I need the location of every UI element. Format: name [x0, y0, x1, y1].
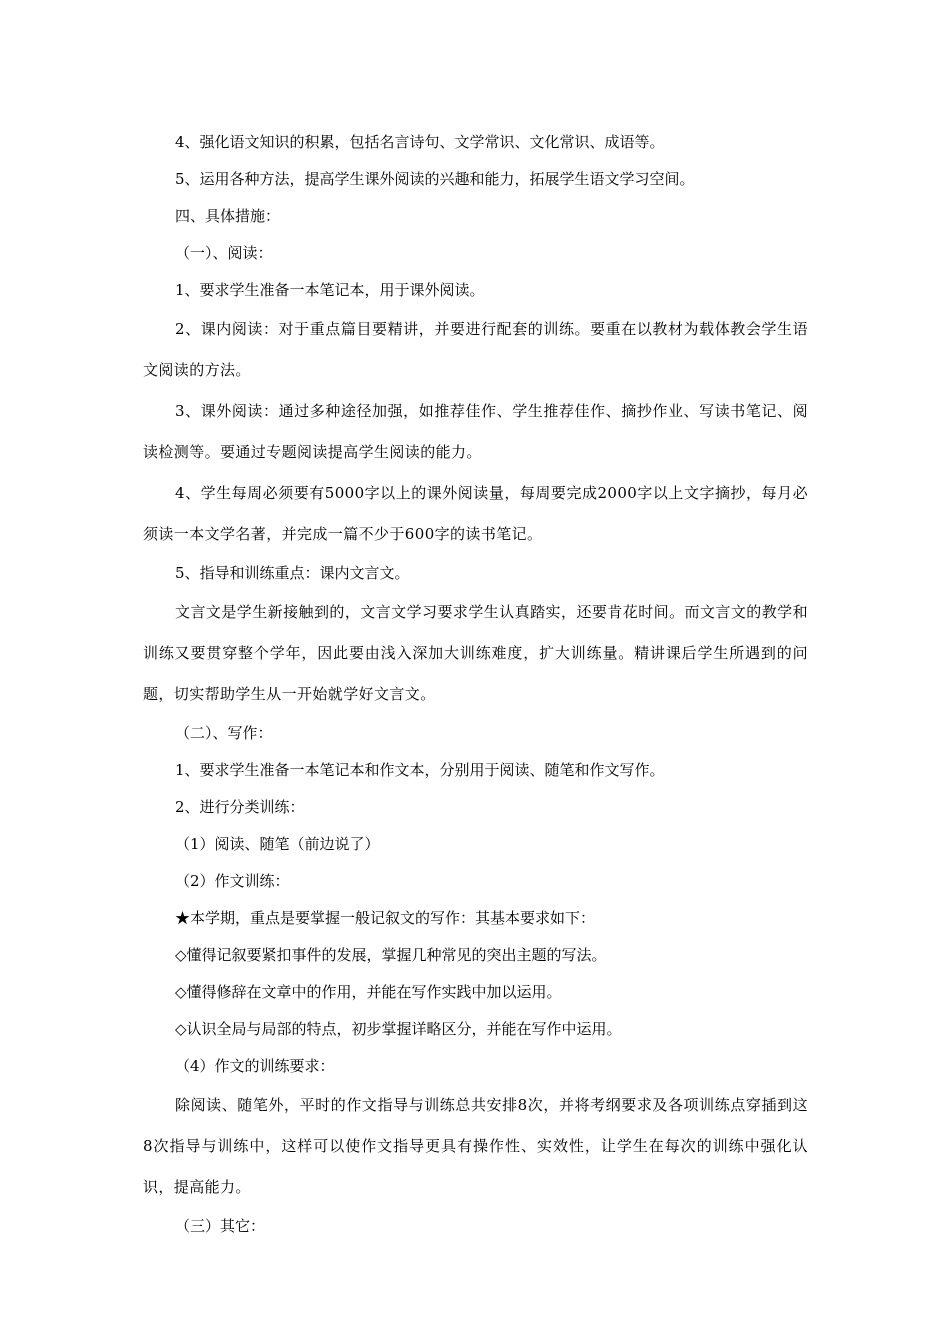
section-heading-measures: 四、具体措施：	[175, 207, 281, 225]
paragraph-writing-2: 2、进行分类训练：	[175, 798, 305, 816]
paragraph-goal-4: 4、强化语文知识的积累，包括名言诗句、文学常识、文化常识、成语等。	[175, 133, 665, 151]
paragraph-reading-3: 3、课外阅读：通过多种途径加强，如推荐佳作、学生推荐佳作、摘抄作业、写读书笔记、阅读检测等。要通过专题阅读提高学生阅读的能力。	[143, 402, 808, 461]
subsection-heading-writing: （二）、写作：	[175, 724, 273, 742]
paragraph-goal-5: 5、运用各种方法，提高学生课外阅读的兴趣和能力，拓展学生语文学习空间。	[175, 170, 695, 188]
list-item-requirement-3: ◇认识全局与局部的特点，初步掌握详略区分，并能在写作中运用。	[175, 1020, 622, 1038]
paragraph-writing-2-1: （1）阅读、随笔（前边说了）	[175, 835, 380, 853]
paragraph-semester-focus: ★本学期，重点是要掌握一般记叙文的写作：其基本要求如下：	[175, 909, 596, 927]
paragraph-composition-plan: 除阅读、随笔外，平时的作文指导与训练总共安排8次，并将考纲要求及各项训练点穿插到这8次指导与训练中，这样可以使作文指导更具有操作性、实效性，让学生在每次的训练中强化认识，提高能力。	[143, 1096, 808, 1196]
paragraph-writing-4: （4）作文的训练要求：	[175, 1057, 335, 1075]
paragraph-reading-2: 2、课内阅读：对于重点篇目要精讲，并要进行配套的训练。要重在以教材为载体教会学生语文阅读的方法。	[143, 320, 808, 379]
subsection-heading-other: （三）其它：	[175, 1217, 266, 1235]
paragraph-writing-2-2: （2）作文训练：	[175, 872, 290, 890]
document-body	[143, 124, 808, 1245]
paragraph-classical-chinese: 文言文是学生新接触到的，文言文学习要求学生认真踏实，还要肯花时间。而文言文的教学和训练又要贯穿整个学年，因此要由浅入深加大训练难度，扩大训练量。精讲课后学生所遇到的问题，切实帮助学生从一开始就学好文言文。	[143, 603, 808, 703]
paragraph-writing-1: 1、要求学生准备一本笔记本和作文本，分别用于阅读、随笔和作文写作。	[175, 761, 665, 779]
subsection-heading-reading: （一）、阅读：	[175, 244, 273, 262]
paragraph-reading-4: 4、学生每周必须要有5000字以上的课外阅读量，每周要完成2000字以上文字摘抄，每月必须读一本文学名著，并完成一篇不少于600字的读书笔记。	[143, 484, 808, 543]
list-item-requirement-1: ◇懂得记叙要紧扣事件的发展，掌握几种常见的突出主题的写法。	[175, 946, 607, 964]
list-item-requirement-2: ◇懂得修辞在文章中的作用，并能在写作实践中加以运用。	[175, 983, 562, 1001]
paragraph-reading-5: 5、指导和训练重点：课内文言文。	[175, 564, 410, 582]
paragraph-reading-1: 1、要求学生准备一本笔记本，用于课外阅读。	[175, 281, 485, 299]
